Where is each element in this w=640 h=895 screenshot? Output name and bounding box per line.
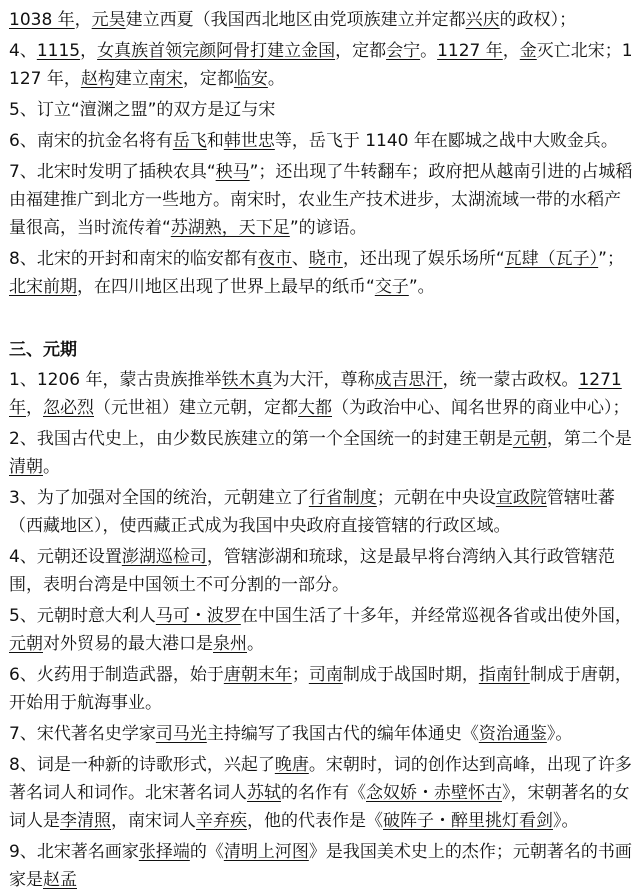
text-run: 9、北宋著名画家 xyxy=(9,842,139,862)
text-run: 8、北宋的开封和南宋的临安都有 xyxy=(9,249,258,269)
text-run: 4、元朝还设置 xyxy=(9,547,122,567)
text-run: 6、火药用于制造武器，始于 xyxy=(9,665,224,685)
text-run: 4、 xyxy=(9,41,37,61)
text-run: ，他的代表作是《 xyxy=(247,811,383,831)
underlined-term: 司马光 xyxy=(155,724,207,744)
underlined-term: 澎湖巡检司 xyxy=(121,547,207,567)
underlined-term: 苏湖熟，天下足 xyxy=(170,218,290,238)
text-run: 。 xyxy=(267,69,285,89)
text-run: 》。 xyxy=(546,724,573,744)
paragraph-p6 xyxy=(9,243,634,302)
text-run: ”的谚语。 xyxy=(289,218,367,238)
text-run: 。 xyxy=(43,457,60,477)
underlined-term: 苏轼 xyxy=(247,783,281,803)
text-run: 制成于战国时期， xyxy=(342,665,479,685)
paragraph-p5 xyxy=(9,156,634,243)
text-run: 对外贸易的最大港口是 xyxy=(43,634,213,654)
underlined-term: 元朝 xyxy=(512,429,547,449)
song-section-continuation xyxy=(9,4,634,302)
text-run: ， xyxy=(74,10,92,30)
underlined-term: 宣政院 xyxy=(495,488,547,508)
underlined-term: 秧马 xyxy=(215,162,250,182)
text-run: ，定都 xyxy=(335,41,387,61)
paragraph-p2 xyxy=(9,35,634,94)
text-run: 的名作有《 xyxy=(281,783,366,803)
underlined-term: 辛弃疾 xyxy=(196,811,247,831)
text-run: （元世祖）建立元朝，定都 xyxy=(94,398,298,418)
text-run: ， xyxy=(502,41,520,61)
underlined-term: 忽必烈 xyxy=(43,398,94,418)
text-run: ；元朝在中央设 xyxy=(376,488,496,508)
text-run: ， xyxy=(26,398,43,418)
underlined-term: 清明上河图 xyxy=(223,842,309,862)
text-run: 7、宋代著名史学家 xyxy=(9,724,156,744)
text-run: 。 xyxy=(247,634,264,654)
section-gap xyxy=(9,302,634,336)
text-run: 管辖吐蕃（西藏地区），使西藏正式成为我国中央政府直接管辖的行政区域。 xyxy=(9,488,615,536)
text-run: （为政治中心、闻名世界的商业中心）； xyxy=(332,398,630,418)
paragraph-q9 xyxy=(9,836,634,895)
underlined-term: 资治通鉴 xyxy=(478,724,547,744)
underlined-term: 赵构 xyxy=(80,69,115,89)
text-run: 主持编写了我国古代的编年体通史《 xyxy=(206,724,479,744)
text-run: 3、为了加强对全国的统治，元朝建立了 xyxy=(9,488,309,508)
text-run: ”；还出现了牛转翻车；政府把从越南引进的占城稻由福建推广到北方一些地方。南宋时，农业生产技术进步，太湖流域一带的水稻产量很高，当时流传着“ xyxy=(9,162,633,238)
text-run: ，管辖澎湖和琉球，这是最早将台湾纳入其行政管辖范围，表明台湾是中国领土不可分割的一部分。 xyxy=(9,547,615,595)
text-run: 为大汗，尊称 xyxy=(272,370,375,390)
underlined-term: 1271 年 xyxy=(9,370,622,418)
underlined-term: 女真族首领完颜阿骨打建立金国 xyxy=(97,41,336,61)
text-run: 制成于唐朝，开始用于航海事业。 xyxy=(9,665,632,713)
text-run: 的政权）； xyxy=(499,10,577,30)
underlined-term: 夜市 xyxy=(257,249,292,269)
text-run: ，第二个是 xyxy=(546,429,632,449)
underlined-term: 马可・波罗 xyxy=(155,606,241,626)
text-run: 在中国生活了十多年，并经常巡视各省或出使外国， xyxy=(240,606,632,626)
underlined-term: 破阵子・醉里挑灯看剑 xyxy=(383,811,553,831)
underlined-term: 指南针 xyxy=(478,665,530,685)
paragraph-q6 xyxy=(9,659,634,718)
underlined-term: 金 xyxy=(519,41,537,61)
paragraph-q3 xyxy=(9,482,634,541)
yuan-section-body xyxy=(9,364,634,895)
underlined-term: 赵孟 xyxy=(43,870,77,890)
underlined-term: 南宋 xyxy=(148,69,183,89)
paragraph-q5 xyxy=(9,600,634,659)
text-run: 。宋朝时，词的创作达到高峰，出现了许多著名词人和词作。北宋著名词人 xyxy=(9,755,632,803)
text-run: 8、词是一种新的诗歌形式，兴起了 xyxy=(9,755,275,775)
text-run: 灭亡北宋；1127 年， xyxy=(9,41,633,89)
text-run: 和 xyxy=(206,131,224,151)
underlined-term: 行省制度 xyxy=(308,488,377,508)
text-run: ”。 xyxy=(408,277,435,297)
underlined-term: 晓市 xyxy=(308,249,343,269)
underlined-term: 元朝 xyxy=(9,634,43,654)
text-run: ，定都 xyxy=(182,69,234,89)
underlined-term: 李清照 xyxy=(60,811,111,831)
underlined-term: 唐朝末年 xyxy=(223,665,292,685)
text-run: 的《 xyxy=(189,842,224,862)
underlined-term: 念奴娇・赤壁怀古 xyxy=(366,783,502,803)
text-run: 7、北宋时发明了插秧农具“ xyxy=(9,162,216,182)
text-run: ，还出现了娱乐场所“ xyxy=(342,249,505,269)
paragraph-q2 xyxy=(9,423,634,482)
text-run: 建立西夏（我国西北地区由党项族建立并定都 xyxy=(125,10,466,30)
text-run: 》，宋朝著名的女词人是 xyxy=(9,783,630,831)
section-heading: 三、元期 xyxy=(9,340,77,360)
underlined-term: 1127 年 xyxy=(437,41,503,61)
text-run: ，在四川地区出现了世界上最早的纸币“ xyxy=(77,277,375,297)
text-run: ， xyxy=(80,41,98,61)
underlined-term: 清朝 xyxy=(9,457,43,477)
paragraph-q8 xyxy=(9,749,634,836)
underlined-term: 兴庆 xyxy=(465,10,500,30)
underlined-term: 铁木真 xyxy=(221,370,273,390)
underlined-term: 司南 xyxy=(308,665,343,685)
underlined-term: 大都 xyxy=(298,398,332,418)
text-run: 2、我国古代史上，由少数民族建立的第一个全国统一的封建王朝是 xyxy=(9,429,513,449)
underlined-term: 1038 年 xyxy=(9,10,75,30)
paragraph-p1 xyxy=(9,4,634,35)
text-run: 1、1206 年，蒙古贵族推举 xyxy=(9,370,222,390)
text-run: ； xyxy=(291,665,309,685)
text-run: 6、南宋的抗金名将有 xyxy=(9,131,173,151)
text-run: 》是我国美术史上的杰作；元朝著名的书画家是 xyxy=(9,842,632,890)
text-run: ”； xyxy=(598,249,624,269)
text-run: 5、订立“澶渊之盟”的双方是辽与宋 xyxy=(9,100,276,120)
paragraph-q4 xyxy=(9,541,634,600)
underlined-term: 元昊 xyxy=(91,10,126,30)
underlined-term: 1115 xyxy=(36,41,81,61)
underlined-term: 韩世忠 xyxy=(223,131,275,151)
underlined-term: 岳飞 xyxy=(172,131,207,151)
paragraph-q1 xyxy=(9,364,634,423)
underlined-term: 瓦肆（瓦子） xyxy=(504,249,599,269)
paragraph-p3 xyxy=(9,94,634,125)
paragraph-p4 xyxy=(9,125,634,156)
text-run: 、 xyxy=(291,249,309,269)
text-run: 。 xyxy=(420,41,438,61)
text-run: 》。 xyxy=(553,811,579,831)
underlined-term: 晚唐 xyxy=(274,755,309,775)
text-run: 5、元朝时意大利人 xyxy=(9,606,156,626)
underlined-term: 成吉思汗 xyxy=(374,370,443,390)
text-run: 等，岳飞于 1140 年在郾城之战中大败金兵。 xyxy=(274,131,618,151)
underlined-term: 张择端 xyxy=(138,842,190,862)
paragraph-q7 xyxy=(9,718,634,749)
underlined-term: 交子 xyxy=(374,277,409,297)
underlined-term: 泉州 xyxy=(213,634,247,654)
underlined-term: 临安 xyxy=(233,69,268,89)
underlined-term: 会宁 xyxy=(386,41,421,61)
text-run: ，南宋词人 xyxy=(111,811,196,831)
text-run: 建立 xyxy=(114,69,149,89)
underlined-term: 北宋前期 xyxy=(9,277,77,297)
text-run: ，统一蒙古政权。 xyxy=(442,370,579,390)
